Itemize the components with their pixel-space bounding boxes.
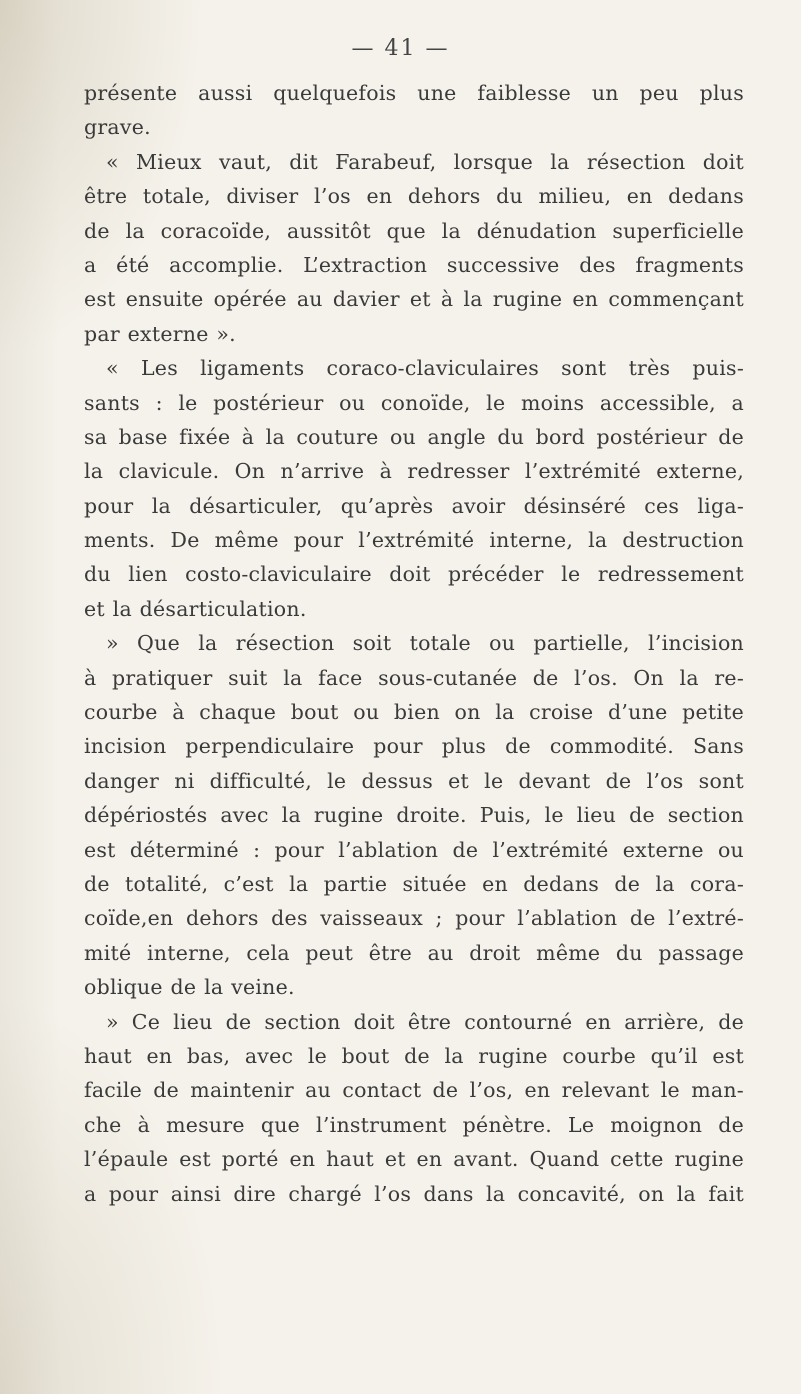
text-line: « Mieux vaut, dit Farabeuf, lorsque la résection doit [106, 149, 744, 174]
text-line: courbe à chaque bout ou bien on la croise d’une petite [84, 700, 744, 725]
text-line: facile de maintenir au contact de l’os, en relevant le man- [84, 1078, 744, 1103]
text-line: par externe ». [84, 321, 236, 346]
text-line: l’épaule est porté en haut et en avant. Quand cette rugine [84, 1147, 744, 1172]
text-line: grave. [84, 115, 151, 140]
page-number: — 41 — [351, 36, 450, 61]
text-line: ments. De même pour l’extrémité interne, la destruction [84, 528, 744, 553]
body-text [84, 76, 744, 1211]
text-line: « Les ligaments coraco-claviculaires sont très puis- [106, 356, 744, 381]
text-line: à pratiquer suit la face sous-cutanée de l’os. On la re- [84, 665, 744, 690]
text-line: coïde,en dehors des vaisseaux ; pour l’ablation de l’extré- [84, 906, 744, 931]
text-line: la clavicule. On n’arrive à redresser l’extrémité externe, [84, 459, 744, 484]
text-line: pour la désarticuler, qu’après avoir désinséré ces liga- [84, 493, 744, 518]
text-line: che à mesure que l’instrument pénètre. Le moignon de [84, 1112, 744, 1137]
text-line: a pour ainsi dire chargé l’os dans la concavité, on la fait [84, 1181, 744, 1206]
text-line: sa base fixée à la couture ou angle du bord postérieur de [84, 424, 744, 449]
text-line: et la désarticulation. [84, 596, 307, 621]
text-line: est déterminé : pour l’ablation de l’extrémité externe ou [84, 837, 744, 862]
text-line: dépériostés avec la rugine droite. Puis, le lieu de section [84, 803, 744, 828]
text-line: sants : le postérieur ou conoïde, le moins accessible, a [84, 390, 744, 415]
text-line: incision perpendiculaire pour plus de commodité. Sans [84, 734, 744, 759]
text-line: être totale, diviser l’os en dehors du milieu, en dedans [84, 184, 744, 209]
text-line: présente aussi quelquefois une faiblesse un peu plus [84, 81, 744, 105]
text-line: a été accomplie. L’extraction successive des fragments [84, 252, 744, 277]
text-line: » Ce lieu de section doit être contourné en arrière, de [106, 1009, 744, 1034]
text-line: de totalité, c’est la partie située en dedans de la cora- [84, 871, 744, 896]
text-line: de la coracoïde, aussitôt que la dénudation superficielle [84, 218, 744, 243]
text-line: haut en bas, avec le bout de la rugine courbe qu’il est [84, 1043, 744, 1068]
text-line: » Que la résection soit totale ou partielle, l’incision [106, 631, 744, 656]
text-line: oblique de la veine. [84, 975, 295, 1000]
text-line: du lien costo-claviculaire doit précéder le redressement [84, 562, 744, 587]
text-line: mité interne, cela peut être au droit même du passage [84, 940, 744, 965]
text-line: danger ni difficulté, le dessus et le devant de l’os sont [84, 768, 744, 793]
text-line: est ensuite opérée au davier et à la rugine en commençant [84, 287, 744, 312]
